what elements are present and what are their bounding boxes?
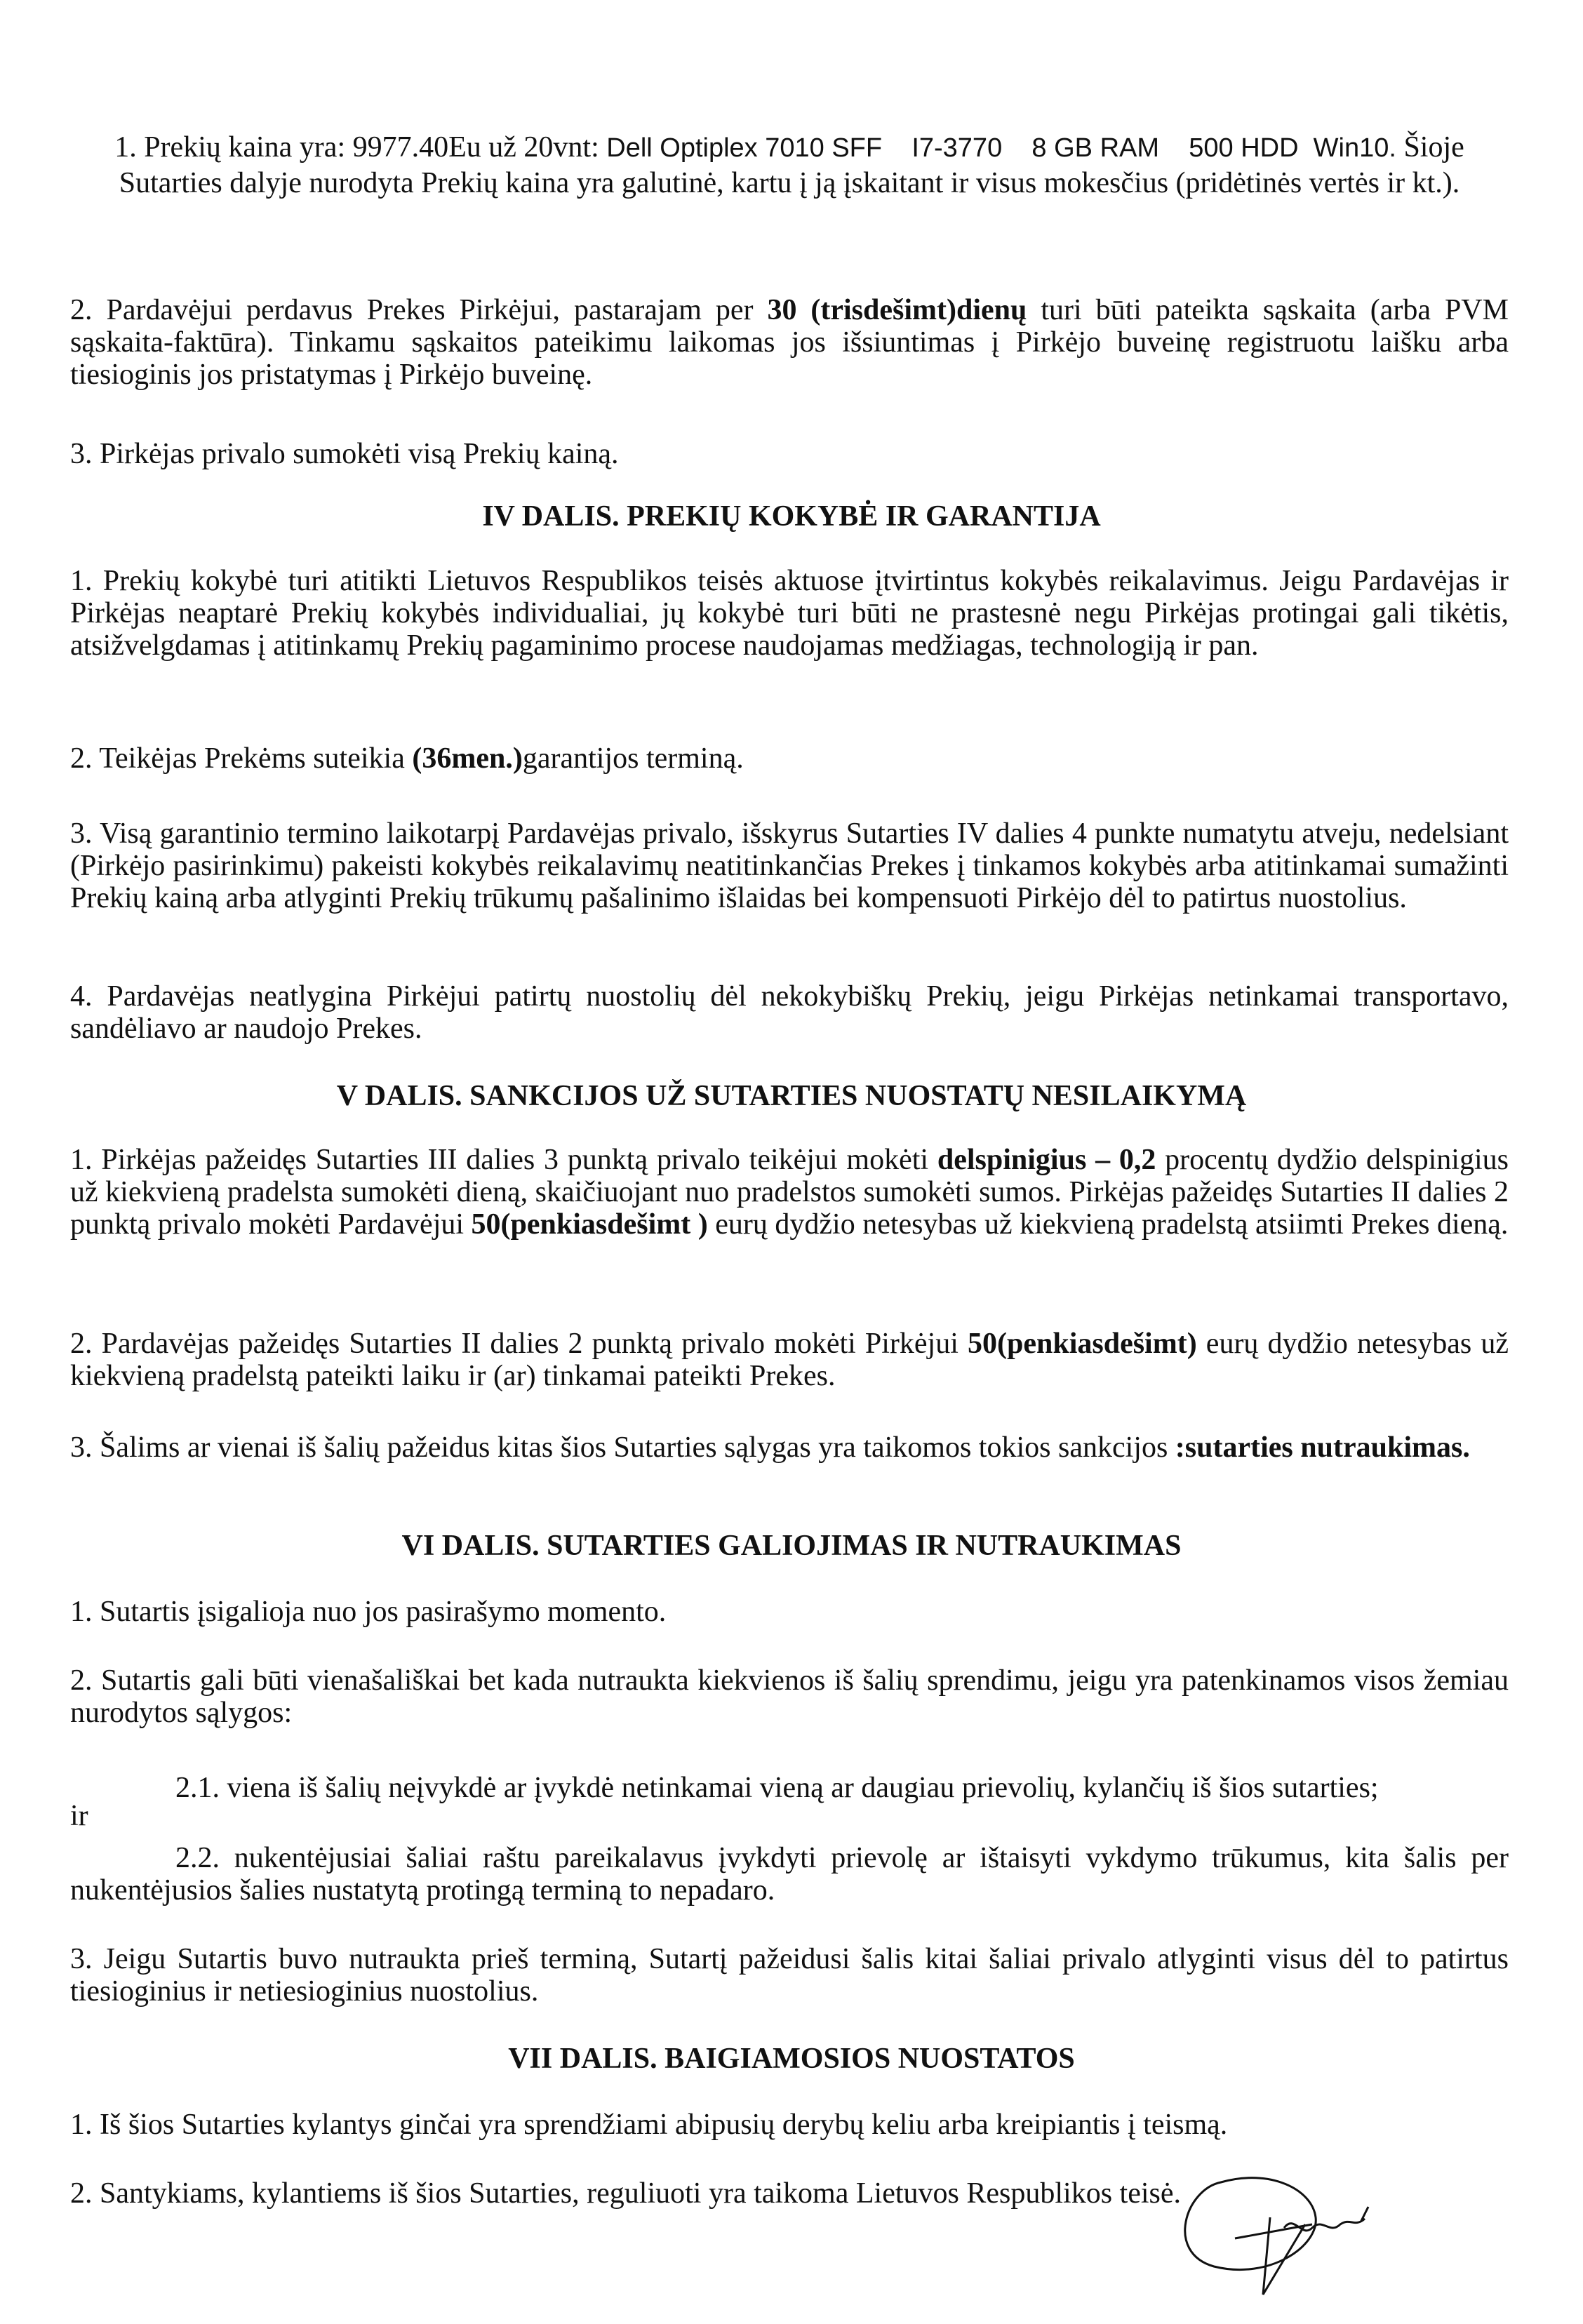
section-heading-iv: IV DALIS. PREKIŲ KOKYBĖ IR GARANTIJA	[482, 500, 1101, 533]
sec5-paragraph-2	[70, 1328, 1509, 1392]
sec3-paragraph-3: 3. Pirkėjas privalo sumokėti visą Prekių kainą.	[70, 438, 619, 470]
text: 2. Pardavėjui perdavus Prekes Pirkėjui, pastarajam per	[70, 294, 768, 326]
text: turi būti pateikta sąskaita (arba PVM sąskaita-faktūra). Tinkamu sąskaitos pateikimu laikomas jos išsiuntimas į Pirkėjo buveinę registruotu laišku arba tiesioginis jos pristatymas į Pirkėjo buveinę.	[70, 294, 1509, 391]
text: 1. Pirkėjas pažeidęs Sutarties III dalies 3 punktą privalo teikėjui mokėti	[70, 1144, 937, 1176]
text: Šioje Sutarties dalyje nurodyta Prekių kaina yra galutinė, kartu į ją įskaitant ir visus mokesčius (pridėtinės vertės ir kt.).	[119, 131, 1464, 199]
text: garantijos terminą.	[522, 742, 744, 775]
section-heading-v: V DALIS. SANKCIJOS UŽ SUTARTIES NUOSTATŲ NESILAIKYMĄ	[336, 1080, 1247, 1112]
penalty-rate: delspinigius – 0,2	[937, 1144, 1156, 1176]
section-heading-vi: VI DALIS. SUTARTIES GALIOJIMAS IR NUTRAUKIMAS	[401, 1530, 1182, 1562]
warranty-term: (36men.)	[412, 742, 523, 775]
sec6-paragraph-1: 1. Sutartis įsigalioja nuo jos pasirašymo momento.	[70, 1596, 667, 1628]
sec3-paragraph-2	[70, 294, 1509, 391]
sec7-paragraph-2: 2. Santykiams, kylantiems iš šios Sutarties, reguliuoti yra taikoma Lietuvos Respublikos teisė.	[70, 2177, 1181, 2210]
sec5-paragraph-1	[70, 1144, 1509, 1241]
sanction: :sutarties nutraukimas.	[1175, 1431, 1470, 1464]
text: 2. Teikėjas Prekėms suteikia	[70, 742, 413, 775]
text: 1. Prekių kaina yra: 9977.40Eu už 20vnt:	[114, 131, 607, 163]
sec6-paragraph-2-2: 2.2. nukentėjusiai šaliai raštu pareikalavus įvykdyti prievolę ar ištaisyti vykdymo trūkumus, kita šalis per nukentėjusios šalies nustatytą protingą terminą to nepadaro.	[70, 1842, 1509, 1906]
sec4-paragraph-1: 1. Prekių kokybė turi atitikti Lietuvos Respublikos teisės aktuose įtvirtintus kokybės reikalavimus. Jeigu Pardavėjas ir Pirkėjas neaptarė Prekių kokybės individualiai, jų kokybė turi būti ne prastesnė negu Pirkėjas protingai gali tikėtis, atsižvelgdamas į atitinkamų Prekių pagaminimo procese naudojamas medžiagas, technologiją ir pan.	[70, 565, 1509, 662]
sec3-paragraph-1	[70, 130, 1509, 201]
sec6-paragraph-3: 3. Jeigu Sutartis buvo nutraukta prieš terminą, Sutartį pažeidusi šalis kitai šaliai privalo atlyginti visus dėl to patirtus tiesioginius ir netiesioginius nuostolius.	[70, 1943, 1509, 2008]
text: 3. Šalims ar vienai iš šalių pažeidus kitas šios Sutarties sąlygas yra taikomos tokios sankcijos	[70, 1431, 1175, 1464]
sec4-paragraph-4: 4. Pardavėjas neatlygina Pirkėjui patirtų nuostolių dėl nekokybiškų Prekių, jeigu Pirkėjas netinkamai transportavo, sandėliavo ar naudojo Prekes.	[70, 980, 1509, 1045]
penalty-amount: 50(penkiasdešimt)	[968, 1328, 1197, 1360]
text: eurų dydžio netesybas už kiekvieną pradelstą atsiimti Prekes dieną.	[707, 1208, 1509, 1241]
sec6-paragraph-2: 2. Sutartis gali būti vienašališkai bet kada nutraukta kiekvienos iš šalių sprendimu, jeigu yra patenkinamos visos žemiau nurodytos sąlygos:	[70, 1664, 1509, 1729]
text: procentų dydžio delspinigius už kiekvieną pradelsta sumokėti dieną, skaičiuojant nuo pradelstos sumokėti sumos. Pirkėjas pažeidęs Sutarties II dalies 2 punktą privalo mokėti Pardavėjui	[70, 1144, 1509, 1241]
text: 2. Pardavėjas pažeidęs Sutarties II dalies 2 punktą privalo mokėti Pirkėjui	[70, 1328, 968, 1360]
sec4-paragraph-3: 3. Visą garantinio termino laikotarpį Pardavėjas privalo, išskyrus Sutarties IV dalies 4 punkte numatytu atveju, nedelsiant (Pirkėjo pasirinkimu) pakeisti kokybės reikalavimų neatitinkančias Prekes į tinkamos kokybės arba atitinkamai sumažinti Prekių kainą arba atlyginti Prekių trūkumų pašalinimo išlaidas bei kompensuoti Pirkėjo dėl to patirtus nuostolius.	[70, 817, 1509, 914]
sec5-paragraph-3	[70, 1431, 1509, 1464]
sec7-paragraph-1: 1. Iš šios Sutarties kylantys ginčai yra sprendžiami abipusių derybų keliu arba kreipiantis į teismą.	[70, 2109, 1228, 2141]
conjunction-ir: ir	[70, 1800, 88, 1832]
section-heading-vii: VII DALIS. BAIGIAMOSIOS NUOSTATOS	[508, 2043, 1075, 2075]
payment-term: 30 (trisdešimt)dienų	[767, 294, 1027, 326]
penalty-amount: 50(penkiasdešimt )	[471, 1208, 708, 1241]
signature	[1172, 2161, 1481, 2302]
product-description: Dell Optiplex 7010 SFF I7-3770 8 GB RAM 500 HDD Win10.	[606, 133, 1396, 163]
sec4-paragraph-2	[70, 742, 1509, 775]
text: eurų dydžio netesybas už kiekvieną pradelstą pateikti laiku ir (ar) tinkamai pateikti Prekes.	[70, 1328, 1509, 1392]
sec6-paragraph-2-1: 2.1. viena iš šalių neįvykdė ar įvykdė netinkamai vieną ar daugiau prievolių, kylančių iš šios sutarties;	[175, 1772, 1379, 1804]
